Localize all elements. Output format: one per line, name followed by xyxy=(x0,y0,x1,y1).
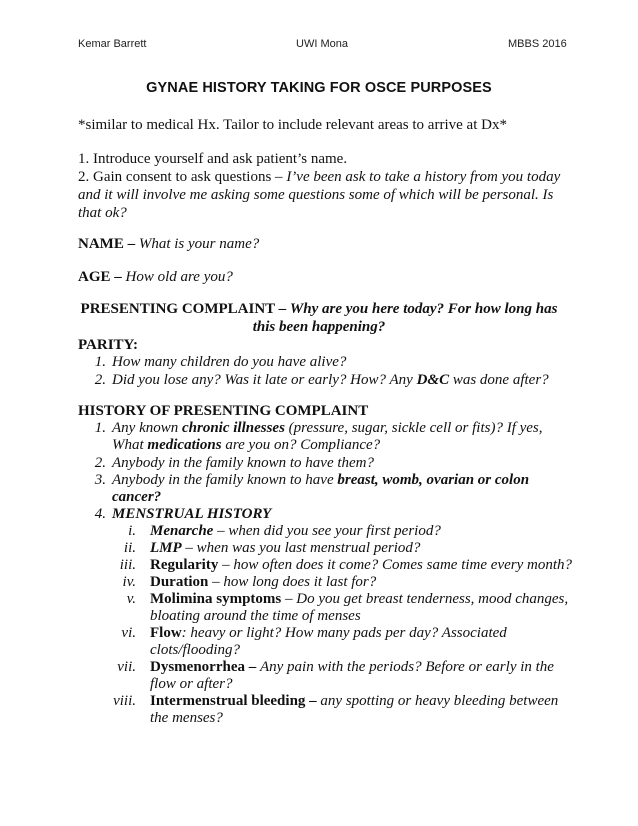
hpc-item-1-cont: What medications are you on? Compliance? xyxy=(112,437,381,453)
parity-item-1: How many children do you have alive? xyxy=(112,354,347,370)
hpc-item-4: MENSTRUAL HISTORY xyxy=(112,506,272,522)
hpc-heading: HISTORY OF PRESENTING COMPLAINT xyxy=(78,403,369,419)
hpc-item-1: Any known chronic illnesses (pressure, sugar, sickle cell or fits)? If yes, xyxy=(112,420,543,436)
menstrual-item-flow-cont: clots/flooding? xyxy=(150,642,240,658)
menstrual-num-1: i. xyxy=(128,523,136,539)
menstrual-num-8: viii. xyxy=(113,693,136,709)
hpc-num-3: 3. xyxy=(94,472,106,488)
menstrual-num-5: v. xyxy=(126,591,136,607)
menstrual-num-6: vi. xyxy=(121,625,136,641)
step-2-cont: and it will involve me asking some questions some of which will be personal. Is xyxy=(78,187,554,203)
hpc-num-1: 1. xyxy=(94,420,106,436)
presenting-complaint-cont: this been happening? xyxy=(252,319,386,335)
step-1: 1. Introduce yourself and ask patient’s name. xyxy=(78,151,348,167)
menstrual-item-flow: Flow: heavy or light? How many pads per day? Associated xyxy=(150,625,507,641)
menstrual-num-7: vii. xyxy=(117,659,136,675)
menstrual-item-molimina-cont: bloating around the time of menses xyxy=(150,608,361,624)
menstrual-item-molimina: Molimina symptoms – Do you get breast tenderness, mood changes, xyxy=(150,591,569,607)
menstrual-item-dysmenorrhea-cont: flow or after? xyxy=(150,676,233,692)
hpc-item-3: Anybody in the family known to have breast, womb, ovarian or colon xyxy=(112,472,530,488)
parity-heading: PARITY: xyxy=(78,337,139,353)
hpc-num-4: 4. xyxy=(94,506,106,522)
menstrual-item-duration: Duration – how long does it last for? xyxy=(150,574,377,590)
menstrual-item-menarche: Menarche – when did you see your first period? xyxy=(150,523,441,539)
menstrual-num-4: iv. xyxy=(122,574,136,590)
menstrual-num-3: iii. xyxy=(119,557,136,573)
header-institution: UWI Mona xyxy=(296,38,348,50)
intro-note: *similar to medical Hx. Tailor to include relevant areas to arrive at Dx* xyxy=(78,117,507,133)
header-author: Kemar Barrett xyxy=(78,38,147,50)
age-question: AGE – How old are you? xyxy=(78,269,233,285)
header-course: MBBS 2016 xyxy=(508,38,567,50)
page-title: GYNAE HISTORY TAKING FOR OSCE PURPOSES xyxy=(146,80,492,96)
hpc-num-2: 2. xyxy=(94,455,106,471)
menstrual-item-lmp: LMP – when was you last menstrual period? xyxy=(150,540,421,556)
step-2-cont2: that ok? xyxy=(78,205,127,221)
menstrual-num-2: ii. xyxy=(123,540,136,556)
menstrual-item-intermenstrual: Intermenstrual bleeding – any spotting or heavy bleeding between xyxy=(150,693,559,709)
menstrual-item-dysmenorrhea: Dysmenorrhea – Any pain with the periods? Before or early in the xyxy=(150,659,554,675)
menstrual-item-intermenstrual-cont: the menses? xyxy=(150,710,223,726)
parity-item-2: Did you lose any? Was it late or early? How? Any D&C was done after? xyxy=(112,372,549,388)
hpc-item-3-cont: cancer? xyxy=(112,489,162,505)
step-2: 2. Gain consent to ask questions – I’ve been ask to take a history from you today xyxy=(78,169,561,185)
menstrual-item-regularity: Regularity – how often does it come? Comes same time every month? xyxy=(150,557,573,573)
name-question: NAME – What is your name? xyxy=(78,236,260,252)
hpc-item-2: Anybody in the family known to have them? xyxy=(112,455,375,471)
presenting-complaint: PRESENTING COMPLAINT – Why are you here today? For how long has xyxy=(80,301,558,317)
parity-num-2: 2. xyxy=(94,372,106,388)
parity-num-1: 1. xyxy=(94,354,106,370)
